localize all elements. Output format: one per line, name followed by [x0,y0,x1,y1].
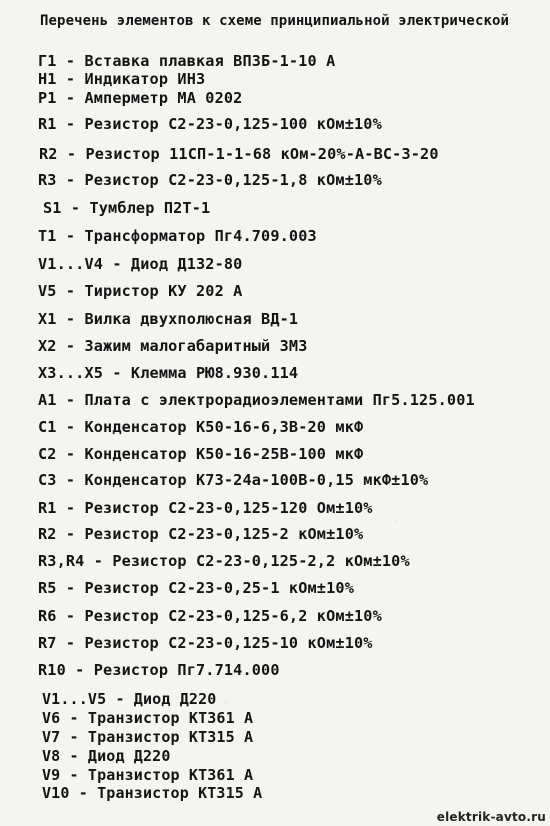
component-item: V5 - Тиристор КУ 202 А [38,282,243,300]
component-item: R5 - Резистор С2-23-0,25-1 кОм±10% [38,579,354,597]
component-item: С1 - Конденсатор К50-16-6,3В-20 мкФ [38,418,364,436]
component-item: Х3...Х5 - Клемма РЮ8.930.114 [38,364,299,382]
component-item: С3 - Конденсатор К73-24а-100В-0,15 мкФ±10% [38,471,429,489]
component-item: R1 - Резистор С2-23-0,125-100 кОм±10% [38,115,382,133]
component-item: V10 - Транзистор КТ315 А [42,784,263,802]
component-item: V8 - Диод Д220 [42,747,171,765]
component-item: V6 - Транзистор КТ361 А [42,709,254,727]
component-item: R1 - Резистор С2-23-0,125-120 Ом±10% [38,499,373,517]
page-title: Перечень элементов к схеме принципиальной электрической [40,13,510,29]
component-item: Т1 - Трансформатор Пг4.709.003 [38,227,317,245]
component-item: Р1 - Амперметр МА 0202 [38,89,243,107]
component-item: R2 - Резистор С2-23-0,125-2 кОм±10% [38,525,364,543]
component-item: R3 - Резистор С2-23-0,125-1,8 кОм±10% [38,171,382,189]
component-item: R2 - Резистор 11СП-1-1-68 кОм-20%-А-ВС-3-20 [39,145,439,163]
component-item: Х1 - Вилка двухполюсная ВД-1 [38,310,299,328]
component-item: R3,R4 - Резистор С2-23-0,125-2,2 кОм±10% [38,552,410,570]
component-item: V1...V4 - Диод Д132-80 [38,255,243,273]
site-watermark: elektrik-avto.ru [436,810,546,824]
component-item: V1...V5 - Диод Д220 [42,690,217,708]
component-item: R7 - Резистор С2-23-0,125-10 кОм±10% [38,634,373,652]
component-item: Х2 - Зажим малогабаритный 3М3 [38,337,308,355]
component-item: С2 - Конденсатор К50-16-25В-100 мкФ [38,445,364,463]
component-item: S1 - Тумблер П2Т-1 [43,199,211,217]
component-item: Г1 - Вставка плавкая ВП3Б-1-10 А [38,52,336,70]
component-item: Н1 - Индикатор ИН3 [38,70,206,88]
component-item: V7 - Транзистор КТ315 А [42,728,254,746]
component-item: А1 - Плата с электрорадиоэлементами Пг5.125.001 [38,391,475,409]
component-item: V9 - Транзистор КТ361 А [42,766,254,784]
component-item: R10 - Резистор Пг7.714.000 [38,661,280,679]
component-item: R6 - Резистор С2-23-0,125-6,2 кОм±10% [38,607,382,625]
